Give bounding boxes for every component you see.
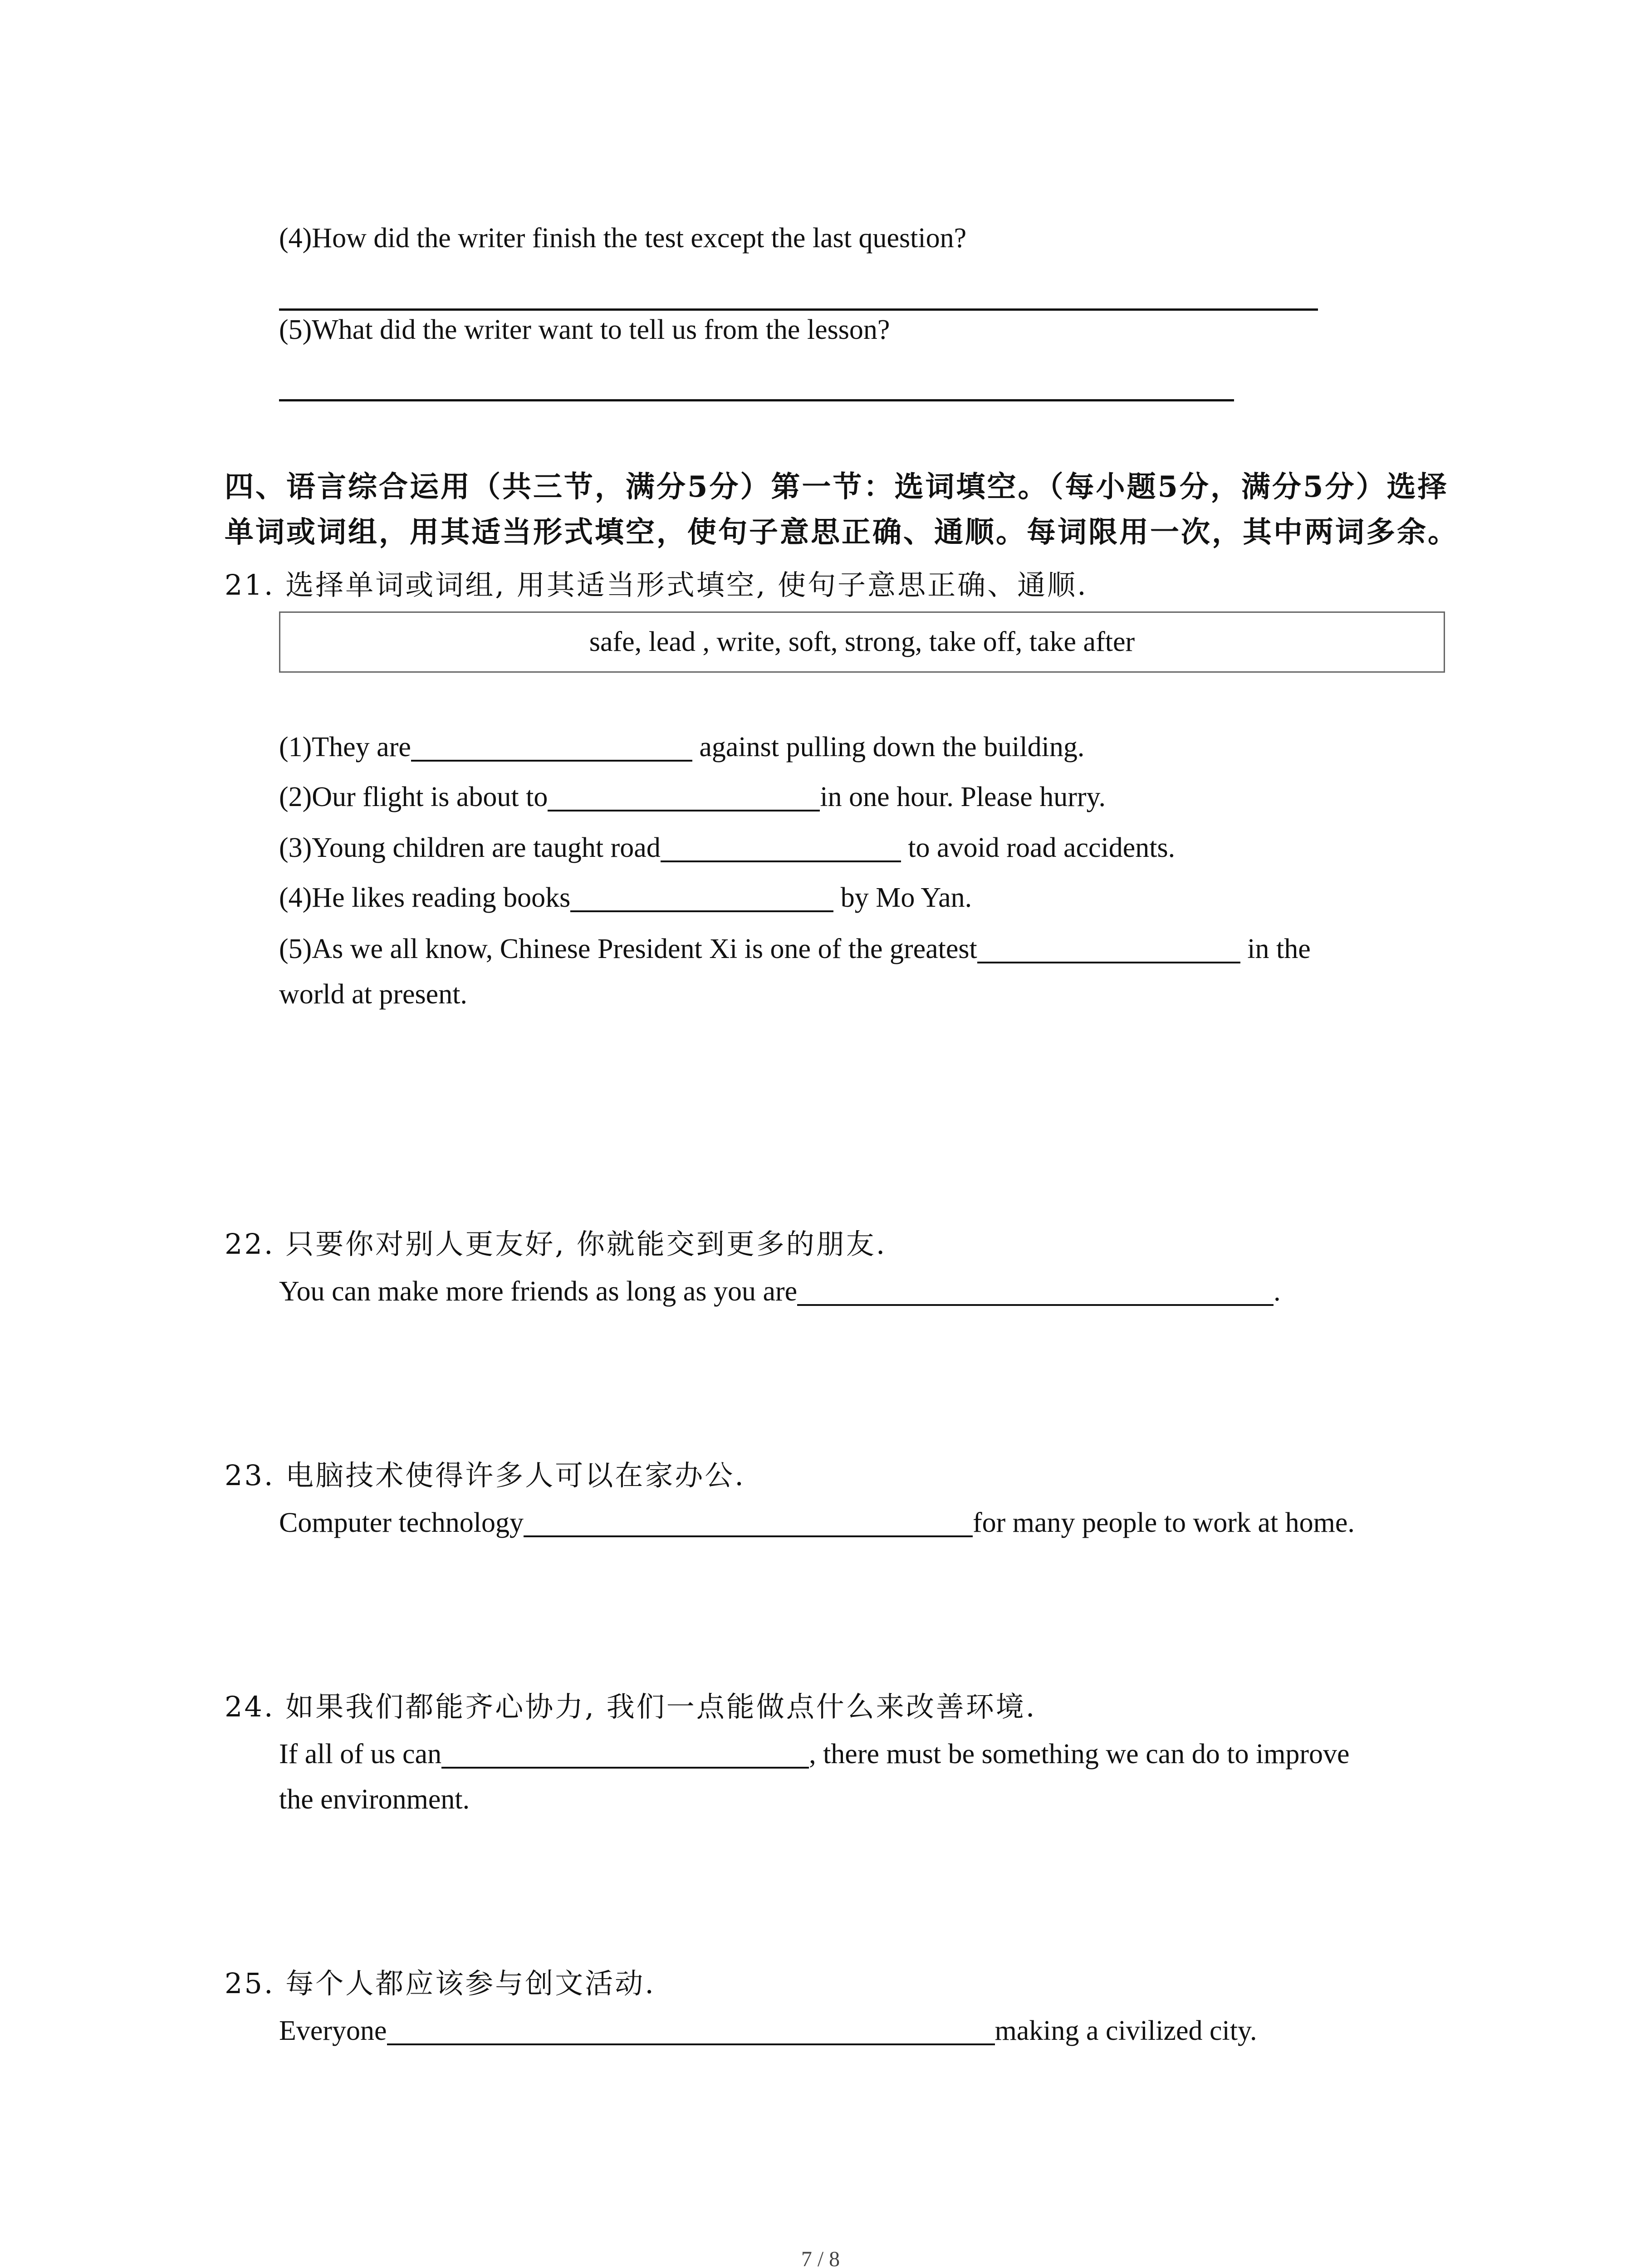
q21-blank-5[interactable] bbox=[977, 936, 1240, 963]
q23-after: for many people to work at home. bbox=[972, 1507, 1355, 1538]
q21-blank-3[interactable] bbox=[661, 835, 901, 862]
q22-after: . bbox=[1274, 1276, 1281, 1307]
q22-chinese: 22. 只要你对别人更友好, 你就能交到更多的朋友. bbox=[225, 1227, 887, 1261]
q22-sentence bbox=[279, 1277, 1281, 1306]
q23-chinese: 23. 电脑技术使得许多人可以在家办公. bbox=[225, 1459, 746, 1492]
q24-chinese: 24. 如果我们都能齐心协力, 我们一点能做点什么来改善环境. bbox=[225, 1690, 1037, 1723]
q21-item-1-before: (1)They are bbox=[279, 732, 411, 763]
q22-before: You can make more friends as long as you are bbox=[279, 1276, 798, 1307]
q25-chinese: 25. 每个人都应该参与创文活动. bbox=[225, 1967, 656, 2000]
q21-item-5-after: in the bbox=[1240, 934, 1311, 964]
q24-sentence bbox=[279, 1740, 1350, 1769]
q25-blank[interactable] bbox=[387, 2018, 995, 2045]
word-box-text: safe, lead , write, soft, strong, take off, take after bbox=[589, 626, 1135, 657]
q21-item-5-before: (5)As we all know, Chinese President Xi is one of the greatest bbox=[279, 934, 977, 964]
word-box bbox=[279, 611, 1445, 673]
answer-line-5[interactable] bbox=[279, 399, 1234, 401]
q21-blank-2[interactable] bbox=[548, 784, 820, 811]
page-number: 7 / 8 bbox=[801, 2247, 840, 2268]
q25-sentence bbox=[279, 2016, 1257, 2046]
q24-continuation: the environment. bbox=[279, 1784, 470, 1815]
q23-sentence bbox=[279, 1508, 1355, 1538]
q21-item-4-after: by Mo Yan. bbox=[833, 882, 972, 913]
q21-blank-4[interactable] bbox=[570, 885, 833, 912]
section-heading-line-2: 单词或词组，用其适当形式填空，使句子意思正确、通顺。每词限用一次，其中两词多余。 bbox=[225, 515, 1459, 549]
q21-item-4-before: (4)He likes reading books bbox=[279, 882, 571, 913]
q21-item-5 bbox=[279, 934, 1311, 964]
reading-question-5: (5)What did the writer want to tell us from the lesson? bbox=[279, 314, 890, 345]
q21-item-4 bbox=[279, 883, 972, 913]
q23-blank[interactable] bbox=[524, 1510, 973, 1537]
q21-item-5-continuation: world at present. bbox=[279, 979, 467, 1010]
q24-blank[interactable] bbox=[441, 1741, 809, 1769]
q21-item-2-before: (2)Our flight is about to bbox=[279, 782, 548, 812]
q21-item-3 bbox=[279, 833, 1175, 863]
q21-item-3-before: (3)Young children are taught road bbox=[279, 832, 661, 863]
q21-item-2 bbox=[279, 782, 1106, 812]
q22-blank[interactable] bbox=[797, 1279, 1274, 1306]
reading-question-4: (4)How did the writer finish the test except the last question? bbox=[279, 223, 967, 254]
answer-line-4[interactable] bbox=[279, 308, 1318, 311]
q21-blank-1[interactable] bbox=[411, 734, 692, 762]
q21-item-2-after: in one hour. Please hurry. bbox=[820, 782, 1106, 812]
q21-item-1 bbox=[279, 733, 1084, 762]
q24-after: , there must be something we can do to improve bbox=[809, 1739, 1350, 1769]
q25-before: Everyone bbox=[279, 2015, 387, 2046]
q25-after: making a civilized city. bbox=[994, 2015, 1257, 2046]
q21-instruction: 21. 选择单词或词组, 用其适当形式填空, 使句子意思正确、通顺. bbox=[225, 568, 1088, 601]
q21-item-1-after: against pulling down the building. bbox=[692, 732, 1085, 763]
q23-before: Computer technology bbox=[279, 1507, 524, 1538]
q24-before: If all of us can bbox=[279, 1739, 442, 1769]
section-heading-line-1: 四、语言综合运用（共三节，满分5分）第一节：选词填空。（每小题5分，满分5分）选择 bbox=[225, 470, 1449, 504]
q21-item-3-after: to avoid road accidents. bbox=[901, 832, 1176, 863]
